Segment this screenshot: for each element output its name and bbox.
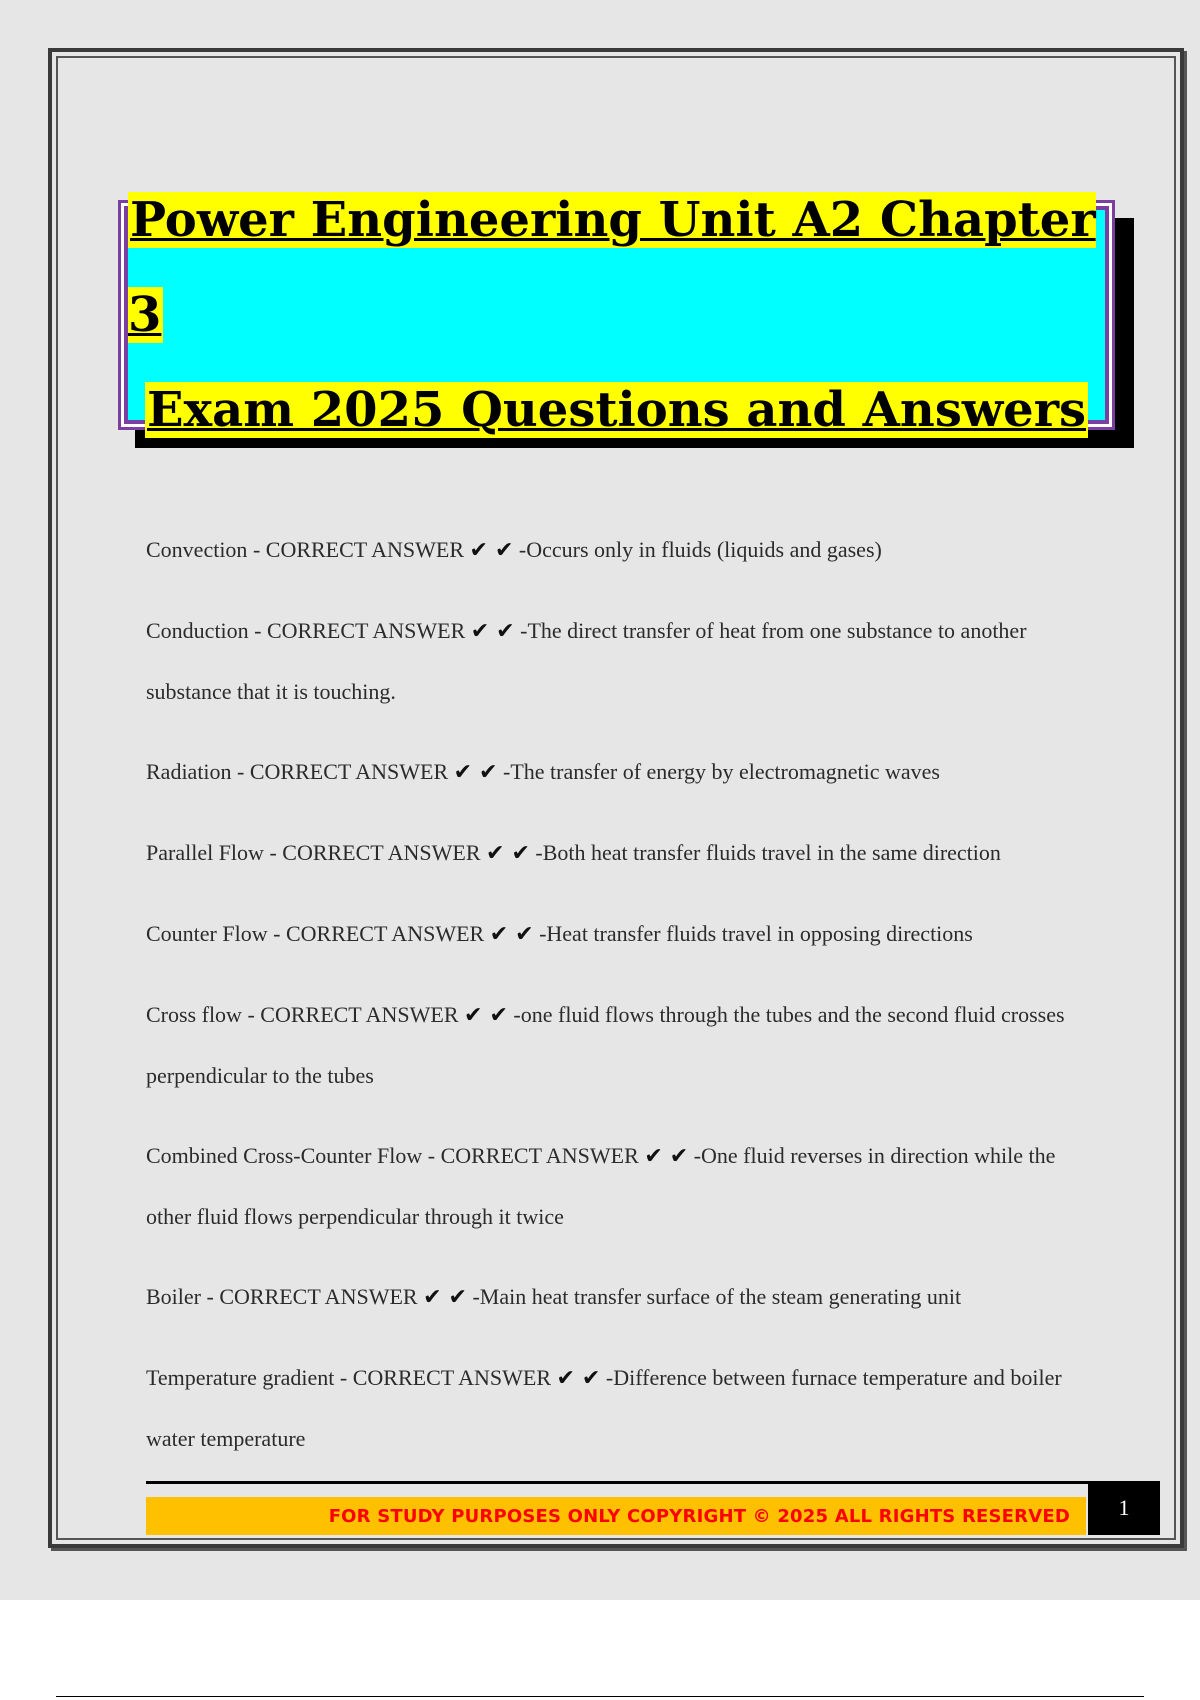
qa-item: Boiler - CORRECT ANSWER ✔ ✔ -Main heat transfer surface of the steam generating unit — [146, 1284, 962, 1310]
double-check-icon: ✔ ✔ — [644, 1144, 689, 1169]
qa-list — [146, 520, 1091, 1489]
page-number: 1 — [1088, 1481, 1160, 1535]
answer-marker: CORRECT ANSWER — [285, 921, 485, 946]
qa-item: Cross flow - CORRECT ANSWER ✔ ✔ -one fluid flows through the tubes and the second fluid crosses perpendicular to the tubes — [146, 1002, 1065, 1088]
footer-bar — [146, 1497, 1086, 1535]
title-box — [118, 191, 1115, 438]
double-check-icon: ✔ ✔ — [486, 841, 530, 866]
qa-item: Temperature gradient - CORRECT ANSWER ✔ ✔ -Difference between furnace temperature and boiler water temperature — [146, 1365, 1062, 1451]
answer-marker: CORRECT ANSWER — [440, 1143, 639, 1168]
qa-item: Convection - CORRECT ANSWER ✔ ✔ -Occurs only in fluids (liquids and gases) — [146, 537, 882, 563]
answer-marker: CORRECT ANSWER — [260, 1002, 459, 1027]
qa-definition: Both heat transfer fluids travel in the same direction — [542, 840, 1001, 865]
double-check-icon: ✔ ✔ — [464, 1003, 508, 1028]
qa-term: Conduction — [146, 618, 249, 643]
answer-marker: CORRECT ANSWER — [352, 1365, 551, 1390]
answer-marker: CORRECT ANSWER — [249, 759, 449, 784]
qa-term: Cross flow — [146, 1002, 242, 1027]
title-line-1: Power Engineering Unit A2 Chapter 3 — [128, 191, 1096, 343]
qa-definition: The direct transfer of heat from one substance to another substance that it is touching. — [146, 618, 1027, 704]
qa-item: Parallel Flow - CORRECT ANSWER ✔ ✔ -Both heat transfer fluids travel in the same direction — [146, 840, 1001, 866]
qa-definition: Main heat transfer surface of the steam generating unit — [479, 1284, 962, 1309]
qa-term: Convection — [146, 537, 248, 562]
qa-definition: The transfer of energy by electromagnetic waves — [510, 759, 940, 784]
qa-term: Parallel Flow — [146, 840, 264, 865]
double-check-icon: ✔ ✔ — [469, 538, 514, 563]
answer-marker: CORRECT ANSWER — [267, 618, 466, 643]
double-check-icon: ✔ ✔ — [489, 922, 534, 947]
qa-definition: Occurs only in fluids (liquids and gases) — [526, 537, 882, 562]
answer-marker: CORRECT ANSWER — [282, 840, 481, 865]
qa-definition: Heat transfer fluids travel in opposing directions — [546, 921, 973, 946]
double-check-icon: ✔ ✔ — [470, 619, 515, 644]
double-check-icon: ✔ ✔ — [423, 1285, 467, 1310]
qa-item: Radiation - CORRECT ANSWER ✔ ✔ -The transfer of energy by electromagnetic waves — [146, 759, 940, 785]
answer-marker: CORRECT ANSWER — [265, 537, 465, 562]
qa-term: Boiler — [146, 1284, 201, 1309]
qa-definition: one fluid flows through the tubes and the second fluid crosses perpendicular to the tubes — [146, 1002, 1065, 1088]
qa-definition: One fluid reverses in direction while the other fluid flows perpendicular through it twice — [146, 1143, 1056, 1229]
title-inner — [124, 191, 1109, 438]
double-check-icon: ✔ ✔ — [556, 1366, 601, 1391]
qa-item: Conduction - CORRECT ANSWER ✔ ✔ -The direct transfer of heat from one substance to another substance that it is touching. — [146, 618, 1027, 704]
footer-rule — [146, 1481, 1088, 1484]
copyright-notice: FOR STUDY PURPOSES ONLY COPYRIGHT © 2025 ALL RIGHTS RESERVED — [328, 1505, 1070, 1527]
double-check-icon: ✔ ✔ — [453, 760, 498, 785]
qa-definition: Difference between furnace temperature and boiler water temperature — [146, 1365, 1062, 1451]
bottom-rule — [56, 1696, 1144, 1697]
qa-term: Counter Flow — [146, 921, 268, 946]
qa-item: Counter Flow - CORRECT ANSWER ✔ ✔ -Heat transfer fluids travel in opposing directions — [146, 921, 973, 947]
qa-item: Combined Cross-Counter Flow - CORRECT ANSWER ✔ ✔ -One fluid reverses in direction while the other fluid flows perpendicular through it twice — [146, 1143, 1056, 1229]
qa-term: Combined Cross-Counter Flow — [146, 1143, 423, 1168]
qa-term: Temperature gradient — [146, 1365, 335, 1390]
answer-marker: CORRECT ANSWER — [219, 1284, 418, 1309]
title-line-2: Exam 2025 Questions and Answers — [146, 381, 1087, 438]
qa-term: Radiation — [146, 759, 232, 784]
